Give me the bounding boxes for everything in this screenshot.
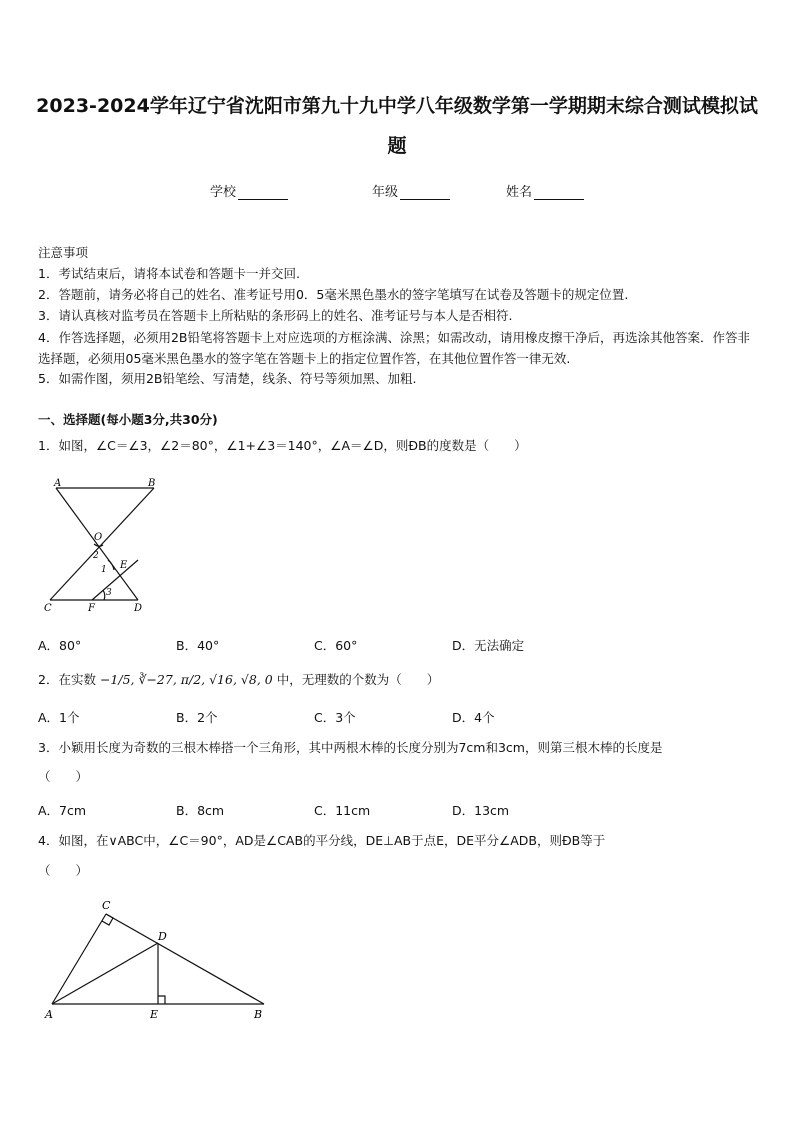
segment-ad	[56, 488, 138, 600]
grade-label: 年级	[372, 185, 399, 200]
right-angle-c	[102, 914, 113, 925]
name-label: 姓名	[506, 185, 533, 200]
figure-label: O	[94, 532, 103, 543]
segment-ad	[52, 943, 158, 1004]
figure-label: 2	[93, 551, 99, 561]
figure-label: E	[120, 560, 128, 571]
question-3-stem: 3．小颖用长度为奇数的三根木棒搭一个三角形，其中两根木棒的长度分别为7cm和3cm，则第三根木棒的长度是	[38, 740, 663, 755]
question-2-suffix: 中，无理数的个数为（ ）	[276, 672, 440, 687]
title-line-2: 题	[387, 135, 407, 157]
figure-label: C	[44, 603, 52, 614]
option-d[interactable]: D．无法确定	[452, 638, 525, 653]
school-field	[210, 181, 288, 200]
name-field	[506, 181, 584, 200]
question-2-numbers: −1/5, ∛−27, π/2, √16, √8, 0	[99, 672, 273, 687]
school-label: 学校	[210, 185, 237, 200]
option-c[interactable]: C．60°	[314, 638, 358, 653]
figure-label: A	[54, 478, 62, 489]
option-b[interactable]: B．2个	[176, 710, 218, 725]
right-angle-e	[158, 996, 165, 1004]
figure-label: D	[134, 603, 143, 614]
title-line-1: 2023-2024学年辽宁省沈阳市第九十九中学八年级数学第一学期期末综合测试模拟试	[36, 95, 758, 117]
question-4-figure	[40, 894, 280, 1024]
grade-blank[interactable]	[400, 187, 450, 200]
name-blank[interactable]	[534, 187, 584, 200]
figure-label: D	[158, 930, 167, 943]
segment-bc	[50, 488, 154, 600]
figure-label: E	[150, 1008, 159, 1021]
option-d[interactable]: D．4个	[452, 710, 495, 725]
figure-label: 3	[106, 588, 112, 598]
question-2-stem	[38, 671, 439, 689]
section-heading: 一、选择题(每小题3分,共30分)	[38, 412, 218, 427]
page-title	[30, 86, 764, 166]
option-a[interactable]: A．80°	[38, 638, 82, 653]
option-c[interactable]: C．11cm	[314, 803, 371, 818]
segment-ac	[52, 914, 106, 1004]
question-2-prefix: 2．在实数	[38, 672, 96, 687]
grade-field	[372, 181, 450, 200]
note-item: 1．考试结束后，请将本试卷和答题卡一并交回.	[38, 266, 300, 281]
figure-label: C	[102, 899, 111, 912]
option-b[interactable]: B．40°	[176, 638, 220, 653]
question-1-figure	[36, 474, 166, 614]
figure-label: F	[88, 603, 95, 614]
question-4-stem-cont: （ ）	[38, 863, 89, 878]
angle-arc-3	[103, 590, 105, 600]
option-c[interactable]: C．3个	[314, 710, 356, 725]
option-a[interactable]: A．1个	[38, 710, 80, 725]
option-d[interactable]: D．13cm	[452, 803, 510, 818]
figure-label: B	[148, 478, 156, 489]
note-item: 4．作答选择题，必须用2B铅笔将答题卡上对应选项的方框涂满、涂黑；如需改动，请用橡皮擦干净后，再选涂其他答案．作答非选择题，必须用05毫米黑色墨水的签字笔在答题卡上的指定位置作答，在其他位置作答一律无效.	[38, 330, 750, 366]
notes-heading: 注意事项	[38, 245, 89, 260]
segment-fe	[92, 560, 138, 600]
school-blank[interactable]	[238, 187, 288, 200]
note-item: 3．请认真核对监考员在答题卡上所粘贴的条形码上的姓名、准考证号与本人是否相符.	[38, 308, 513, 323]
question-1-stem: 1．如图，∠C＝∠3，∠2＝80°，∠1+∠3＝140°，∠A＝∠D，则ÐB的度数是（ ）	[38, 438, 527, 453]
question-4-stem: 4．如图，在∨ABC中，∠C＝90°，AD是∠CAB的平分线，DE⊥AB于点E，DE平分∠ADB，则ÐB等于	[38, 833, 606, 848]
note-item: 5．如需作图，须用2B铅笔绘、写清楚，线条、符号等须加黑、加粗.	[38, 371, 417, 386]
option-b[interactable]: B．8cm	[176, 803, 225, 818]
option-a[interactable]: A．7cm	[38, 803, 87, 818]
question-3-stem-cont: （ ）	[38, 769, 89, 784]
figure-label: B	[254, 1008, 263, 1021]
figure-label: A	[45, 1008, 53, 1021]
note-item: 2．答题前，请务必将自己的姓名、准考证号用0．5毫米黑色墨水的签字笔填写在试卷及答题卡的规定位置.	[38, 287, 629, 302]
figure-label: 1	[101, 565, 107, 575]
